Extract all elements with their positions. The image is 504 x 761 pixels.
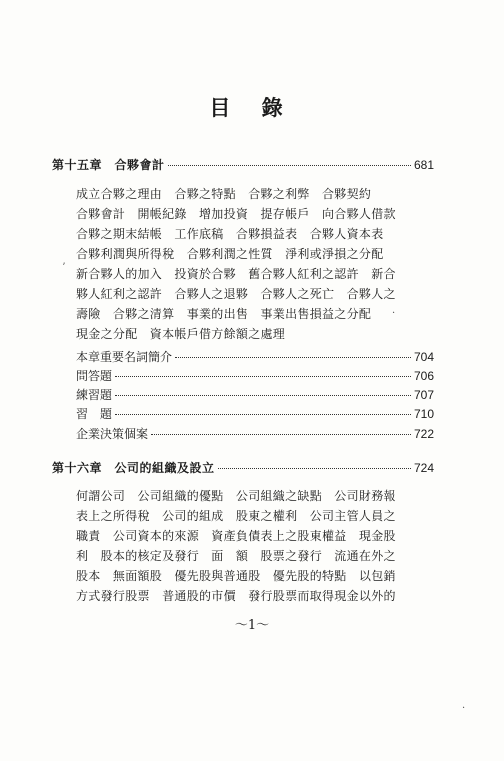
- toc-entry[interactable]: [76, 367, 434, 384]
- entry-label: 問答題: [76, 369, 113, 383]
- topic-line: 新合夥人的加入 投資於合夥 舊合夥人紅利之認許 新合: [76, 267, 396, 281]
- toc-entry[interactable]: [76, 348, 434, 365]
- entry-page: 707: [413, 388, 434, 402]
- toc-entry[interactable]: [76, 386, 434, 403]
- topic-line: 合夥之期末結帳 工作底稿 合夥損益表 合夥人資本表: [76, 227, 384, 241]
- chapter-16-topics: [76, 486, 396, 606]
- topic-line: 夥人紅利之認許 合夥人之退夥 合夥人之死亡 合夥人之: [76, 287, 396, 301]
- topic-line: 方式發行股票 普通股的市價 發行股票而取得現金以外的: [76, 589, 396, 603]
- toc-entry[interactable]: [76, 425, 434, 442]
- chapter-16-label: 第十六章 公司的組織及設立: [52, 461, 215, 475]
- topic-line: 股本 無面額股 優先股與普通股 優先股的特點 以包銷: [76, 569, 396, 583]
- dot-leader: [115, 375, 411, 377]
- dot-leader: [115, 394, 411, 396]
- chapter-16-page: 724: [413, 461, 434, 475]
- topic-line: 成立合夥之理由 合夥之特點 合夥之利弊 合夥契約: [76, 187, 372, 201]
- entry-label: 本章重要名詞簡介: [76, 350, 173, 364]
- dot-leader: [175, 356, 411, 358]
- dot-leader: [218, 467, 411, 469]
- page-title: 目 錄: [209, 95, 295, 120]
- entry-label: 練習題: [76, 388, 113, 402]
- dot-leader: [168, 164, 411, 166]
- scan-speck: ·: [392, 308, 396, 319]
- topic-line: 合夥利潤與所得稅 合夥利潤之性質 淨利或淨損之分配: [76, 247, 384, 261]
- chapter-16-heading[interactable]: [52, 459, 434, 476]
- chapter-15-heading[interactable]: [52, 156, 434, 173]
- dot-leader: [151, 433, 411, 435]
- topic-line: 何謂公司 公司組織的優點 公司組織之缺點 公司財務報: [76, 489, 396, 503]
- entry-label: 習 題: [76, 407, 113, 421]
- topic-line: 現金之分配 資本帳戶借方餘額之處理: [76, 327, 286, 341]
- entry-page: 704: [413, 350, 434, 364]
- chapter-15-label: 第十五章 合夥會計: [52, 158, 165, 172]
- scan-speck: ʼ: [62, 262, 66, 273]
- page-number: 〜1〜: [234, 618, 270, 633]
- chapter-15-topics: [76, 184, 396, 344]
- toc-entry[interactable]: [76, 405, 434, 422]
- entry-label: 企業決策個案: [76, 427, 149, 441]
- topic-line: 壽險 合夥之清算 事業的出售 事業出售損益之分配: [76, 307, 372, 321]
- chapter-15-page: 681: [413, 158, 434, 172]
- topic-line: 合夥會計 開帳紀錄 增加投資 提存帳戶 向合夥人借款: [76, 207, 396, 221]
- entry-page: 710: [413, 407, 434, 421]
- topic-line: 職責 公司資本的來源 資產負債表上之股東權益 現金股: [76, 529, 396, 543]
- topic-line: 表上之所得稅 公司的組成 股東之權利 公司主管人員之: [76, 509, 396, 523]
- scan-speck: ·: [462, 703, 466, 714]
- entry-page: 706: [413, 369, 434, 383]
- dot-leader: [115, 413, 411, 415]
- entry-page: 722: [413, 427, 434, 441]
- topic-line: 利 股本的核定及發行 面 額 股票之發行 流通在外之: [76, 549, 396, 563]
